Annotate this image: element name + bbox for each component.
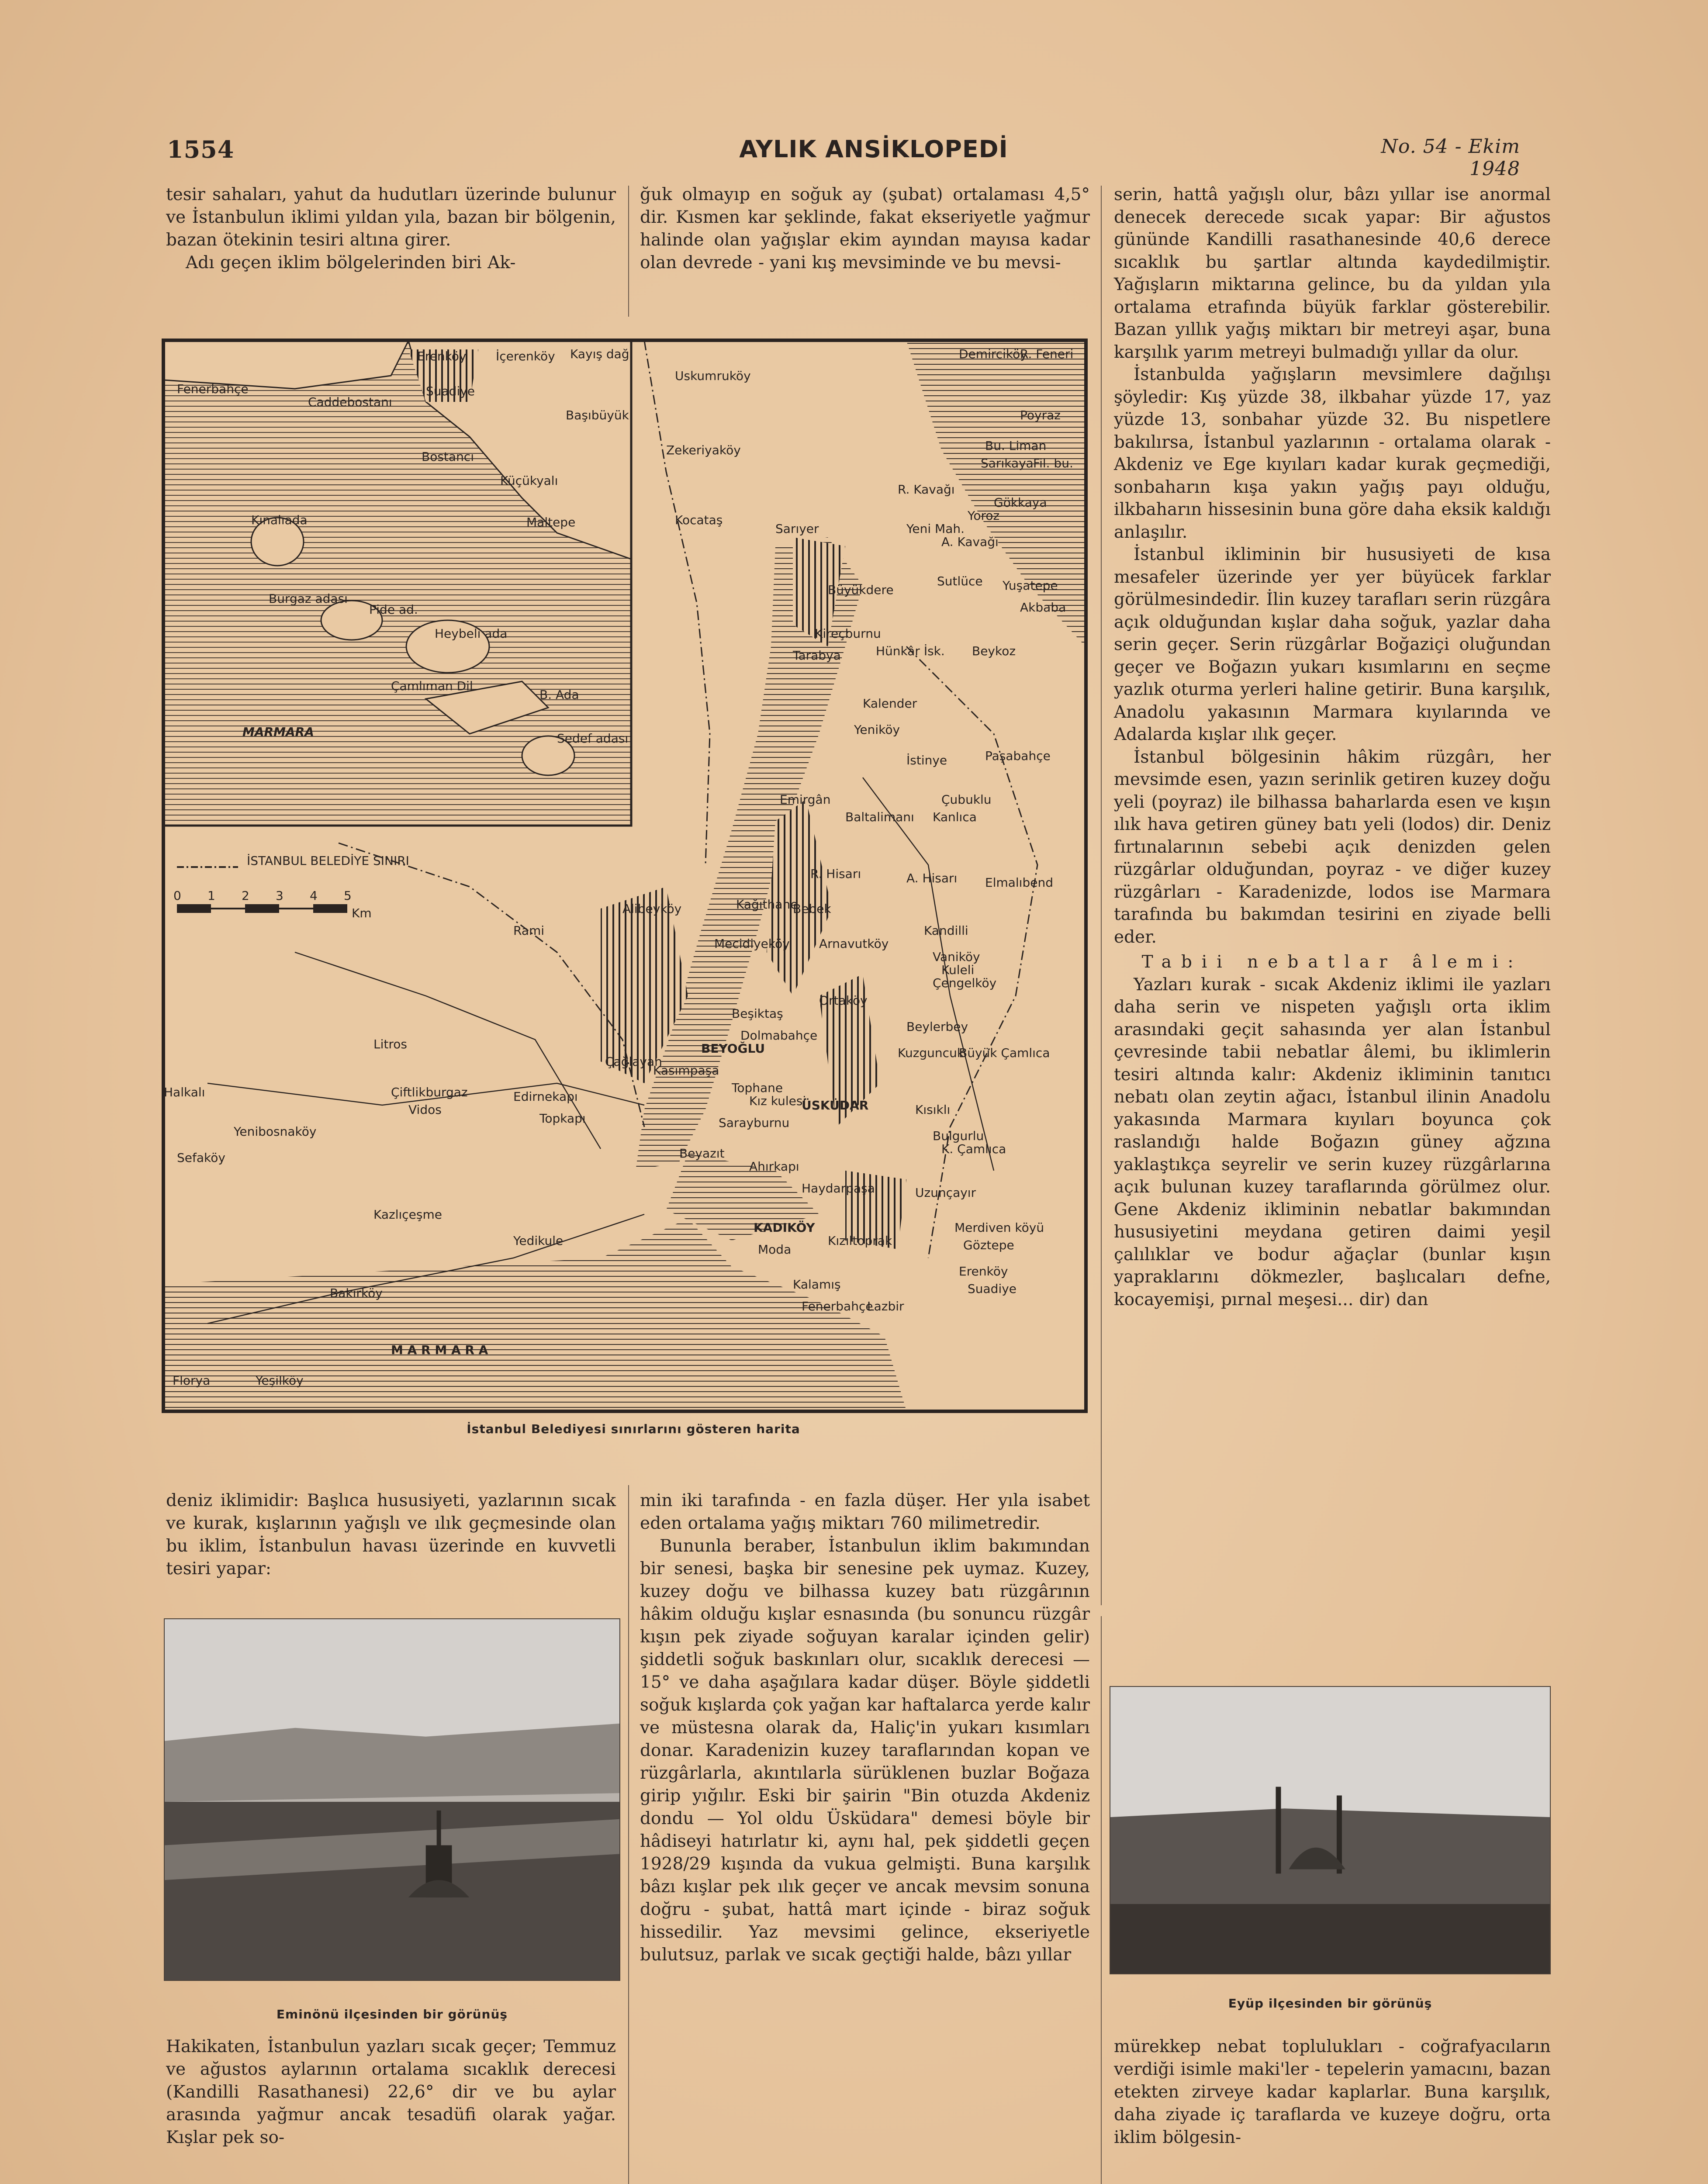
map-label: Çubuklu bbox=[941, 792, 992, 807]
scale-tick: 0 bbox=[173, 888, 181, 903]
map-label: Kuleli bbox=[941, 963, 975, 977]
map-label: BEYOĞLU bbox=[701, 1041, 765, 1056]
column-2-bottom bbox=[640, 1489, 1090, 1966]
map-label: Erenköy bbox=[417, 349, 467, 363]
column-2-top bbox=[640, 183, 1090, 274]
map-label: Uskumruköy bbox=[675, 369, 751, 383]
map-label: Büyük Çamlıca bbox=[959, 1046, 1050, 1060]
map-label: Poyraz bbox=[1020, 408, 1061, 422]
map-label: Beşiktaş bbox=[732, 1006, 783, 1021]
scale-tick: 1 bbox=[207, 888, 215, 903]
map-label: M A R M A R A bbox=[391, 1343, 488, 1357]
column-rule-bottom-2 bbox=[1101, 1616, 1102, 2184]
map-label: Kandilli bbox=[924, 923, 968, 938]
map-label: A. Kavağı bbox=[941, 535, 999, 549]
map-label: Bu. Liman bbox=[985, 439, 1047, 453]
map-label: Yeşilköy bbox=[256, 1373, 304, 1388]
map-label: Tophane bbox=[732, 1081, 783, 1095]
map-label: Başıbüyük bbox=[566, 408, 629, 422]
map-label: R. Feneri bbox=[1020, 347, 1074, 361]
map-label: Edirnekapı bbox=[513, 1089, 578, 1104]
map-label: Fenerbahçe bbox=[177, 382, 249, 396]
map-label: Çamlıman Dil bbox=[391, 679, 473, 693]
map-label: Zekeriyaköy bbox=[666, 443, 741, 457]
paragraph: serin, hattâ yağışlı olur, bâzı yıllar ise anormal denecek derecede sıcak yapar: Bir ağustos gününde Kandilli rasathanesinde 40,6 derece sıcaklık bu şartlar altında kaydedilmiştir. Yağışların miktarına gelince, bu da yıldan yıla ortalama etrafında büyük farklar gösterebilir. Bazan yıllık yağış miktarı bir metreyi aşar, buna karşılık yarım metreyi bulmadığı yıllar da olur. bbox=[1114, 185, 1551, 362]
paragraph: mürekkep nebat toplulukları - coğrafyacıların verdiği isimle maki'ler - tepelerin yamacını, bazan etekten zirveye kadar kaplarlar. Buna karşılık, daha ziyade iç taraflarda ve kuzeye doğru, orta iklim bölgesin- bbox=[1114, 2037, 1551, 2147]
map-label: Uzunçayır bbox=[915, 1185, 976, 1200]
paragraph: İstanbul bölgesinin hâkim rüzgârı, her mevsimde esen, yazın serinlik getiren kuzey doğu yeli (poyraz) ile bilhassa baharlarda esen ve kışın ılık hava getiren güney batı yeli (lodos) dir. Deniz fırtınalarının sebebi açık denizden gelen rüzgârlar olduğundan, poyraz - ve diğer kuzey rüzgârları - Karadenizde, lodos ise Marmara tarafında bu bakımdan tesirini en ziyade belli eder. bbox=[1114, 747, 1551, 947]
map-label: Büyükdere bbox=[828, 583, 894, 597]
map-label: KADIKÖY bbox=[754, 1220, 815, 1235]
map-label: B. Ada bbox=[539, 688, 579, 702]
map-label: Caddebostanı bbox=[308, 395, 392, 409]
map-label: Yuşatepe bbox=[1003, 578, 1058, 593]
map-label: Suadiye bbox=[968, 1282, 1017, 1296]
eminonu-photo-image bbox=[165, 1619, 619, 1980]
map-label: Sutlüce bbox=[937, 574, 983, 588]
map-label: Elmalıbend bbox=[985, 875, 1053, 890]
map-label: Demirciköy bbox=[959, 347, 1027, 361]
paragraph: Yazları kurak - sıcak Akdeniz iklimi ile yazları daha serin ve nispeten yağışlı orta iklim arasındaki geçit sahasında yer alan İstanbul çevresinde tabii nebatlar âlemi, bu iklimlerin tesiri altında kalır: Akdeniz ikliminin tanıtıcı nebatı olan zeytin ağacı, İstanbul ilinin Anadolu yakasında Marmara kıyıları boyunca çok raslandığı halde Boğazın güney ağzına yaklaştıkça seyrelir ve serin kuzey rüzgârlarına açık bulunan kuzey taraflarında görülmez olur. Gene Akdeniz ikliminin nebatlar bakımından hususiyetini meydana getiren daimi yeşil çalılıklar ve bodur ağaçlar (bunlar kışın yapraklarını dökmezler, başlıcaları defne, kocayemişi, pırnal meşesi... dir) dan bbox=[1114, 975, 1551, 1310]
map-label: Topkapı bbox=[539, 1111, 586, 1126]
column-rule-bottom-1 bbox=[628, 1485, 629, 2184]
map-label: Fenerbahçe bbox=[802, 1299, 873, 1313]
map-label: R. Hisarı bbox=[810, 867, 861, 881]
map-label: Kuzguncuk bbox=[898, 1046, 965, 1060]
map-label: Florya bbox=[173, 1373, 211, 1388]
paragraph: tesir sahaları, yahut da hudutları üzerinde bulunur ve İstanbulun iklimi yıldan yıla, bazan bir bölgenin, bazan ötekinin tesiri altına girer. bbox=[166, 185, 616, 250]
map-label: Yeniköy bbox=[854, 722, 900, 737]
eyup-photo-image bbox=[1110, 1687, 1550, 1973]
column-rule-top-1 bbox=[628, 186, 629, 317]
page-number: 1554 bbox=[167, 135, 235, 163]
map-label: Erenköy bbox=[959, 1264, 1008, 1279]
map-label: Kocataş bbox=[675, 513, 723, 527]
map-label: Emirgân bbox=[780, 792, 831, 807]
scale-unit: Km bbox=[352, 906, 372, 920]
map-label: Ortaköy bbox=[819, 993, 868, 1008]
map-label: Sedef adası bbox=[557, 731, 629, 746]
map-label: Hünkâr İsk. bbox=[876, 644, 945, 658]
map-label: MARMARA bbox=[242, 725, 314, 739]
map-label: Paşabahçe bbox=[985, 749, 1051, 763]
journal-title: AYLIK ANSİKLOPEDİ bbox=[739, 135, 1008, 163]
map-label: Sefaköy bbox=[177, 1151, 225, 1165]
map-label: Bostancı bbox=[422, 449, 474, 464]
map-label: Alibeyköy bbox=[622, 902, 682, 916]
map-label: Heybeli ada bbox=[435, 626, 508, 641]
map-label: Ahırkapı bbox=[749, 1159, 799, 1174]
paragraph: İstanbulda yağışların mevsimlere dağılışı şöyledir: Kış yüzde 38, ilkbahar yüzde 17, yaz yüzde 13, sonbahar yüzde 32. Bu nispetlere bakılırsa, İstanbul yazlarının - ortalama olarak - Akdeniz ve Ege kıyıları kadar kurak geçmediği, sonbaharın kışa yakın yağış payı olduğu, ilkbaharın hissesinin buna göre daha eksik kaldığı anlaşılır. bbox=[1114, 365, 1551, 542]
map-label: Suadiye bbox=[426, 384, 475, 398]
map-label: Kalender bbox=[863, 696, 917, 711]
column-1-bottom bbox=[166, 1489, 616, 1580]
map-label: Tarabya bbox=[793, 648, 841, 663]
map-label: Sarıyer bbox=[775, 522, 819, 536]
paragraph: Adı geçen iklim bölgelerinden biri Ak- bbox=[186, 253, 516, 273]
column-rule-top-2 bbox=[1101, 186, 1102, 1605]
map-label: Moda bbox=[758, 1242, 792, 1257]
map-label: Kısıklı bbox=[915, 1102, 951, 1117]
scale-tick: 2 bbox=[242, 888, 249, 903]
map-label: Göztepe bbox=[963, 1238, 1014, 1252]
map-label: Bulgurlu bbox=[933, 1129, 984, 1143]
map-label: Fil. bu. bbox=[1033, 456, 1073, 470]
scale-tick: 4 bbox=[310, 888, 318, 903]
map-label: Haydarpaşa bbox=[802, 1181, 875, 1196]
map-label: Küçükyalı bbox=[500, 473, 558, 488]
map-label: Kızıltoprak bbox=[828, 1234, 892, 1248]
map-label: Akbaba bbox=[1020, 600, 1066, 615]
map-caption: İstanbul Belediyesi sınırlarını gösteren harita bbox=[467, 1422, 800, 1436]
map-label: Çağlayan bbox=[605, 1054, 662, 1069]
map-label: Çengelköy bbox=[933, 976, 997, 990]
map-label: Çiftlikburgaz bbox=[391, 1085, 468, 1099]
map-label: Bebek bbox=[793, 902, 831, 916]
eminonu-photo bbox=[164, 1618, 620, 1981]
map-label: Rami bbox=[513, 923, 545, 938]
map-label: K. Çamlıca bbox=[941, 1142, 1006, 1156]
map-label: Lazbir bbox=[867, 1299, 904, 1313]
map-label: Litros bbox=[373, 1037, 407, 1051]
map-label: Arnavutköy bbox=[819, 936, 889, 951]
istanbul-municipality-map bbox=[162, 339, 1088, 1413]
scale-tick: 3 bbox=[276, 888, 284, 903]
map-label: Beyazıt bbox=[679, 1146, 725, 1161]
photo1-caption: Eminönü ilçesinden bir görünüş bbox=[276, 2007, 508, 2022]
paragraph: ğuk olmayıp en soğuk ay (şubat) ortalaması 4,5° dir. Kısmen kar şeklinde, fakat ekseriyetle yağmur halinde olan yağışlar ekim ayından mayısa kadar olan devrede - yani kış mevsiminde ve bu mevsi- bbox=[640, 185, 1090, 273]
map-label: Yoroz bbox=[968, 508, 1000, 523]
map-label: Beylerbey bbox=[906, 1019, 968, 1034]
map-label: R. Kavağı bbox=[898, 482, 955, 497]
issue-info: No. 54 - Ekim 1948 bbox=[1381, 135, 1520, 180]
section-title: Tabii nebatlar âlemi: bbox=[1141, 952, 1523, 972]
paragraph: deniz iklimidir: Başlıca hususiyeti, yazlarının sıcak ve kurak, kışlarının yağışlı ve ılık geçmesinde olan bu iklim, İstanbulun havası üzerinde en kuvvetli tesiri yapar: bbox=[166, 1491, 616, 1579]
column-1-end bbox=[166, 2035, 616, 2149]
map-label: Mecidiyeköy bbox=[714, 936, 790, 951]
map-legend-title: İSTANBUL BELEDİYE SINIRI bbox=[247, 854, 409, 868]
map-label: Bakırköy bbox=[330, 1286, 383, 1300]
map-label: Kanlıca bbox=[933, 810, 977, 824]
map-label: Kınalıada bbox=[251, 513, 308, 527]
map-label: Merdiven köyü bbox=[954, 1220, 1044, 1235]
map-label: Yedikule bbox=[513, 1234, 564, 1248]
map-label: Beykoz bbox=[972, 644, 1016, 658]
map-label: Kasımpaşa bbox=[653, 1063, 719, 1078]
map-label: A. Hisarı bbox=[906, 871, 958, 885]
map-label: İstinye bbox=[906, 753, 947, 767]
map-label: Vaniköy bbox=[933, 950, 980, 964]
map-label: Maltepe bbox=[526, 515, 576, 529]
map-label: Vidos bbox=[408, 1102, 442, 1117]
map-label: Yeni Mah. bbox=[906, 522, 965, 536]
map-label: Kağıthane bbox=[736, 897, 798, 912]
map-label: Gökkaya bbox=[994, 495, 1047, 510]
paragraph: Bununla beraber, İstanbulun iklim bakımından bir senesi, başka bir senesine pek uymaz. Kuzey, kuzey doğu ve bilhassa kuzey batı rüzgârının hâkim olduğu kışlar esnasında (bu sonuncu rüzgâr kışın pek ziyade soğuyan karalar içinden gelir) şiddetli soğuk baskınları olur, sıcaklık derecesi —15° ve daha aşağılara kadar düşer. Böyle şiddetli soğuk kışlarda çok yağan kar haftalarca yerde kalır ve müstesna olarak da, Haliç'in yukarı kısımları donar. Karadenizin kuzey taraflarından kopan ve rüzgârlarla, akıntılarla sürüklenen buzlar Boğaza girip yığılır. Eski bir şairin "Bin otuzda Akdeniz dondu — Yol oldu Üsküdara" demesi böyle bir hâdiseyi hatırlatır ki, aynı hal, pek şiddetli geçen 1928/29 kışında da vukua gelmişti. Buna karşılık bâzı kışlar pek ılık geçer ve ancak mevsim sonuna doğru - şubat, hattâ mart içinde - biraz soğuk hissedilir. Yaz mevsimi gelince, ekseriyetle bulutsuz, parlak ve sıcak geçtiği halde, bâzı yıllar bbox=[640, 1536, 1090, 1965]
map-label: Kalamış bbox=[793, 1277, 841, 1292]
paragraph: Hakikaten, İstanbulun yazları sıcak geçer; Temmuz ve ağustos aylarının ortalama sıcaklık derecesi (Kandilli Rasathanesi) 22,6° dir ve bu aylar arasında yağmur ancak tesadüfi olarak yağar. Kışlar pek so- bbox=[166, 2037, 616, 2147]
map-label: ÜSKÜDAR bbox=[802, 1098, 869, 1113]
map-label: Kayış dağı bbox=[570, 347, 633, 361]
eyup-photo bbox=[1110, 1686, 1551, 1974]
column-1-top bbox=[166, 183, 616, 274]
map-label: Sarayburnu bbox=[719, 1116, 790, 1130]
map-label: Kazlıçeşme bbox=[373, 1207, 442, 1222]
map-label: Kız kulesi bbox=[749, 1094, 806, 1108]
map-label: Pide ad. bbox=[369, 602, 418, 617]
map-label: Baltalimanı bbox=[845, 810, 914, 824]
map-label: Halkalı bbox=[164, 1085, 205, 1099]
paragraph: İstanbul ikliminin bir hususiyeti de kısa mesafeler üzerinde yer yer büyücek farklar görülmesindedir. İlin kuzey tarafları serin rüzgâra açık olduğundan kışlar daha soğuk, yazlar daha serin geçer. Serin rüzgârlar Boğaziçi oluğundan geçer ve Boğazın yukarı kısımlarını en seçme yazlık oturma yerleri haline getirir. Buna karşılık, Anadolu yakasının Marmara kıyılarında ve Adalarda kışlar ılık geçer. bbox=[1114, 545, 1551, 744]
map-label: Burgaz adası bbox=[269, 591, 348, 606]
map-drawing bbox=[164, 341, 1086, 1411]
map-label: Dolmabahçe bbox=[740, 1028, 818, 1043]
photo2-caption: Eyüp ilçesinden bir görünüş bbox=[1228, 1996, 1432, 2011]
column-3 bbox=[1114, 183, 1551, 1311]
paragraph: min iki tarafında - en fazla düşer. Her yıla isabet eden ortalama yağış miktarı 760 milimetredir. bbox=[640, 1491, 1090, 1533]
map-label: Yenibosnaköy bbox=[234, 1124, 317, 1139]
map-label: Kireçburnu bbox=[815, 626, 881, 641]
map-label: Sarıkaya bbox=[981, 456, 1034, 470]
scale-tick: 5 bbox=[344, 888, 352, 903]
column-3-bottom bbox=[1114, 2035, 1551, 2149]
map-label: İçerenköy bbox=[496, 349, 555, 363]
